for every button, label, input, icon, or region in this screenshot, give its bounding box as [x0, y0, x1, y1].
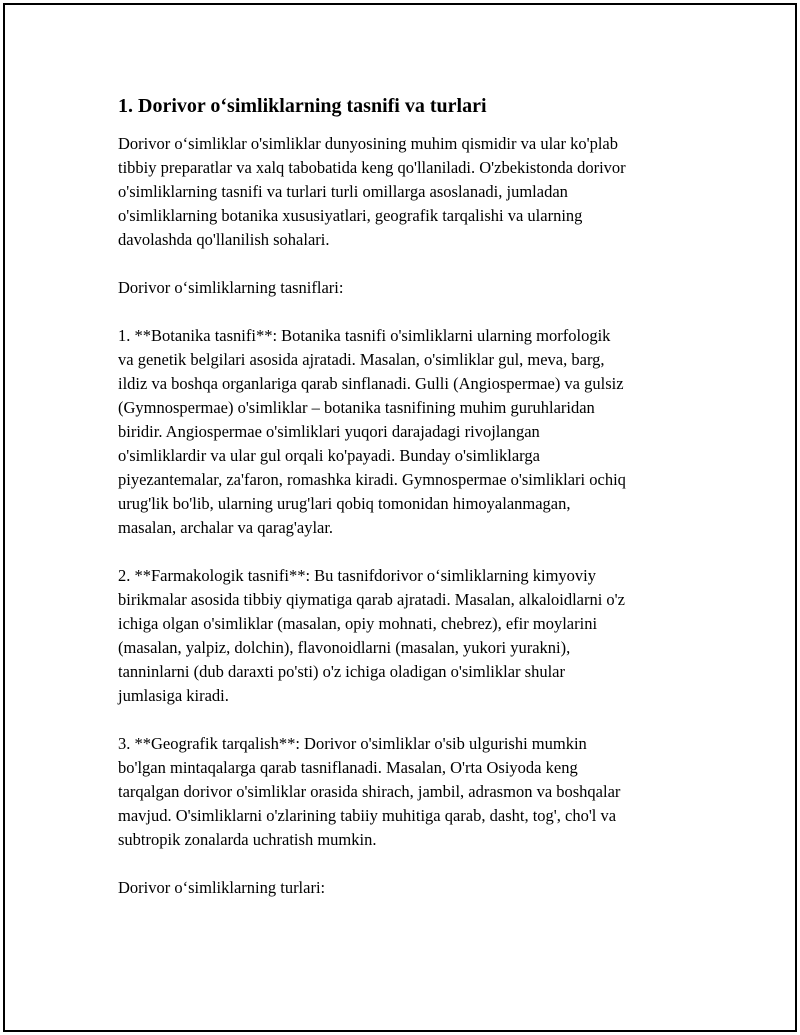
text-line: (masalan, yalpiz, dolchin), flavonoidlarni (masalan, yukori yurakni),: [118, 638, 571, 657]
text-line: Dorivor o‘simliklarning turlari:: [118, 878, 326, 897]
paragraph-botanical: [118, 324, 698, 540]
paragraph-geographic: [118, 732, 698, 852]
paragraph-classifications-heading: [118, 276, 698, 300]
text-line: tanninlarni (dub daraxti po'sti) o'z ichiga oladigan o'simliklar shular: [118, 662, 565, 681]
text-line: mavjud. O'simliklarni o'zlarining tabiiy muhitiga qarab, dasht, tog', cho'l va: [118, 806, 617, 825]
section-heading: 1. Dorivor o‘simliklarning tasnifi va turlari: [118, 95, 487, 117]
text-line: tibbiy preparatlar va xalq tabobatida keng qo'llaniladi. O'zbekistonda dorivor: [118, 158, 626, 177]
paragraph-types-heading: [118, 876, 698, 900]
paragraph-pharmacological: [118, 564, 698, 708]
text-line: o'simliklarning botanika xususiyatlari, geografik tarqalishi va ularning: [118, 206, 583, 225]
text-line: jumlasiga kiradi.: [118, 686, 229, 705]
text-line: davolashda qo'llanilish sohalari.: [118, 230, 330, 249]
text-line: masalan, archalar va qarag'aylar.: [118, 518, 334, 537]
text-line: tarqalgan dorivor o'simliklar orasida shirach, jambil, adrasmon va boshqalar: [118, 782, 621, 801]
text-line: biridir. Angiospermae o'simliklari yuqori darajadagi rivojlangan: [118, 422, 540, 441]
text-line: ichiga olgan o'simliklar (masalan, opiy mohnati, chebrez), efir moylarini: [118, 614, 598, 633]
text-line: subtropik zonalarda uchratish mumkin.: [118, 830, 377, 849]
text-line: 3. **Geografik tarqalish**: Dorivor o'simliklar o'sib ulgurishi mumkin: [118, 734, 587, 753]
text-line: birikmalar asosida tibbiy qiymatiga qarab ajratadi. Masalan, alkaloidlarni o'z: [118, 590, 625, 609]
text-line: 2. **Farmakologik tasnifi**: Bu tasnifdorivor o‘simliklarning kimyoviy: [118, 566, 597, 585]
text-line: bo'lgan mintaqalarga qarab tasniflanadi. Masalan, O'rta Osiyoda keng: [118, 758, 578, 777]
text-line: Dorivor o‘simliklar o'simliklar dunyosining muhim qismidir va ular ko'plab: [118, 134, 618, 153]
text-line: va genetik belgilari asosida ajratadi. Masalan, o'simliklar gul, meva, barg,: [118, 350, 605, 369]
text-line: Dorivor o‘simliklarning tasniflari:: [118, 278, 344, 297]
text-line: 1. **Botanika tasnifi**: Botanika tasnifi o'simliklarni ularning morfologik: [118, 326, 611, 345]
text-line: o'simliklarning tasnifi va turlari turli omillarga asoslanadi, jumladan: [118, 182, 568, 201]
text-line: piyezantemalar, za'faron, romashka kiradi. Gymnospermae o'simliklari ochiq: [118, 470, 626, 489]
text-line: ildiz va boshqa organlariga qarab sinflanadi. Gulli (Angiospermae) va gulsiz: [118, 374, 624, 393]
text-line: o'simliklardir va ular gul orqali ko'payadi. Bunday o'simliklarga: [118, 446, 540, 465]
paragraph-intro: [118, 132, 698, 252]
text-line: urug'lik bo'lib, ularning urug'lari qobiq tomonidan himoyalanmagan,: [118, 494, 571, 513]
text-line: (Gymnospermae) o'simliklar – botanika tasnifining muhim guruhlaridan: [118, 398, 595, 417]
document-body: [118, 92, 698, 924]
